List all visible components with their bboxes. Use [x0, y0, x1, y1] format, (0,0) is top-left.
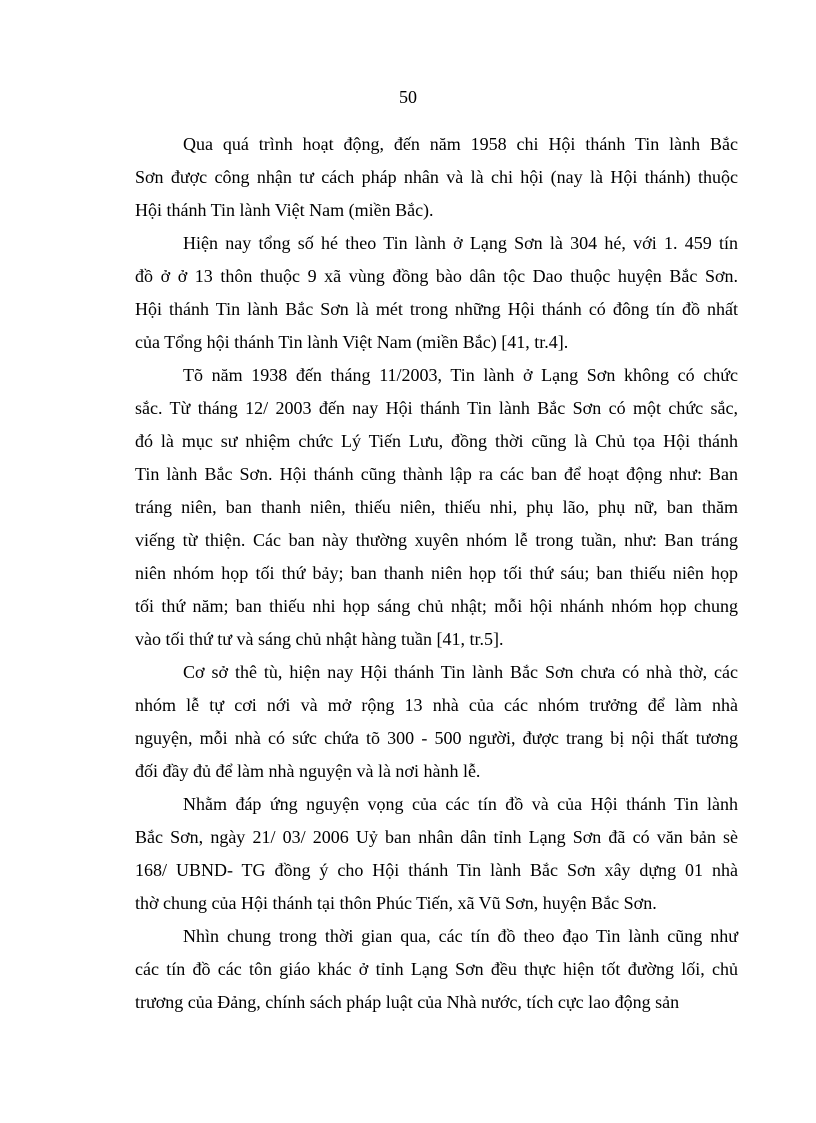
text-line: Tin lành Bắc Sơn. Hội thánh cũng thành lập ra các ban để hoạt động như: Ban — [135, 464, 738, 484]
text-line: tráng niên, ban thanh niên, thiếu niên, thiếu nhi, phụ lão, phụ nữ, ban thăm — [135, 497, 738, 517]
paragraph — [135, 920, 738, 1019]
text-line: các tín đồ các tôn giáo khác ở tỉnh Lạng Sơn đều thực hiện tốt đường lối, chủ — [135, 959, 738, 979]
text-line: Qua quá trình hoạt động, đến năm 1958 chi Hội thánh Tin lành Bắc — [183, 134, 738, 154]
text-line: Cơ sở thê tù, hiện nay Hội thánh Tin lành Bắc Sơn chưa có nhà thờ, các — [183, 662, 738, 682]
text-line: nhóm lễ tự cơi nới và mở rộng 13 nhà của các nhóm trưởng để làm nhà — [135, 695, 738, 715]
text-line: Nhìn chung trong thời gian qua, các tín đồ theo đạo Tin lành cũng như — [183, 926, 738, 946]
text-line: Sơn được công nhận tư cách pháp nhân và là chi hội (nay là Hội thánh) thuộc — [135, 167, 738, 187]
paragraph — [135, 359, 738, 656]
text-line: trương của Đảng, chính sách pháp luật của Nhà nước, tích cực lao động sản — [135, 992, 680, 1012]
text-line: đối đầy đủ để làm nhà nguyện và là nơi hành lễ. — [135, 761, 481, 781]
paragraph — [135, 128, 738, 227]
text-line: Tõ năm 1938 đến tháng 11/2003, Tin lành ở Lạng Sơn không có chức — [183, 365, 738, 385]
text-line: đó là mục sư nhiệm chức Lý Tiến Lưu, đồng thời cũng là Chủ tọa Hội thánh — [135, 431, 738, 451]
body-text — [135, 128, 738, 1019]
page-number: 50 — [399, 87, 417, 107]
text-line: sắc. Từ tháng 12/ 2003 đến nay Hội thánh Tin lành Bắc Sơn có một chức sắc, — [135, 398, 738, 418]
text-line: tối thứ năm; ban thiếu nhi họp sáng chủ nhật; mỗi hội nhánh nhóm họp chung — [135, 596, 738, 616]
text-line: Hiện nay tổng số hé theo Tin lành ở Lạng Sơn là 304 hé, với 1. 459 tín — [183, 233, 738, 253]
text-line: niên nhóm họp tối thứ bảy; ban thanh niên họp tối thứ sáu; ban thiếu niên họp — [135, 563, 738, 583]
text-line: Nhằm đáp ứng nguyện vọng của các tín đồ và của Hội thánh Tin lành — [183, 794, 738, 814]
text-line: 168/ UBND- TG đồng ý cho Hội thánh Tin lành Bắc Sơn xây dựng 01 nhà — [135, 860, 738, 880]
paragraph — [135, 656, 738, 788]
text-line: viếng từ thiện. Các ban này thường xuyên nhóm lễ trong tuần, như: Ban tráng — [135, 530, 738, 550]
text-line: Hội thánh Tin lành Việt Nam (miền Bắc). — [135, 200, 434, 220]
paragraph — [135, 227, 738, 359]
text-line: đồ ở ở 13 thôn thuộc 9 xã vùng đồng bào dân tộc Dao thuộc huyện Bắc Sơn. — [135, 266, 738, 286]
paragraph — [135, 788, 738, 920]
text-line: thờ chung của Hội thánh tại thôn Phúc Tiến, xã Vũ Sơn, huyện Bắc Sơn. — [135, 893, 657, 913]
text-line: vào tối thứ tư và sáng chủ nhật hàng tuần [41, tr.5]. — [135, 629, 504, 649]
text-line: của Tổng hội thánh Tin lành Việt Nam (miền Bắc) [41, tr.4]. — [135, 332, 569, 352]
text-line: Bắc Sơn, ngày 21/ 03/ 2006 Uỷ ban nhân dân tỉnh Lạng Sơn đã có văn bản sè — [135, 827, 738, 847]
text-line: nguyện, mỗi nhà có sức chứa tõ 300 - 500 người, được trang bị nội thất tương — [135, 728, 738, 748]
text-line: Hội thánh Tin lành Bắc Sơn là mét trong những Hội thánh có đông tín đồ nhất — [135, 299, 738, 319]
